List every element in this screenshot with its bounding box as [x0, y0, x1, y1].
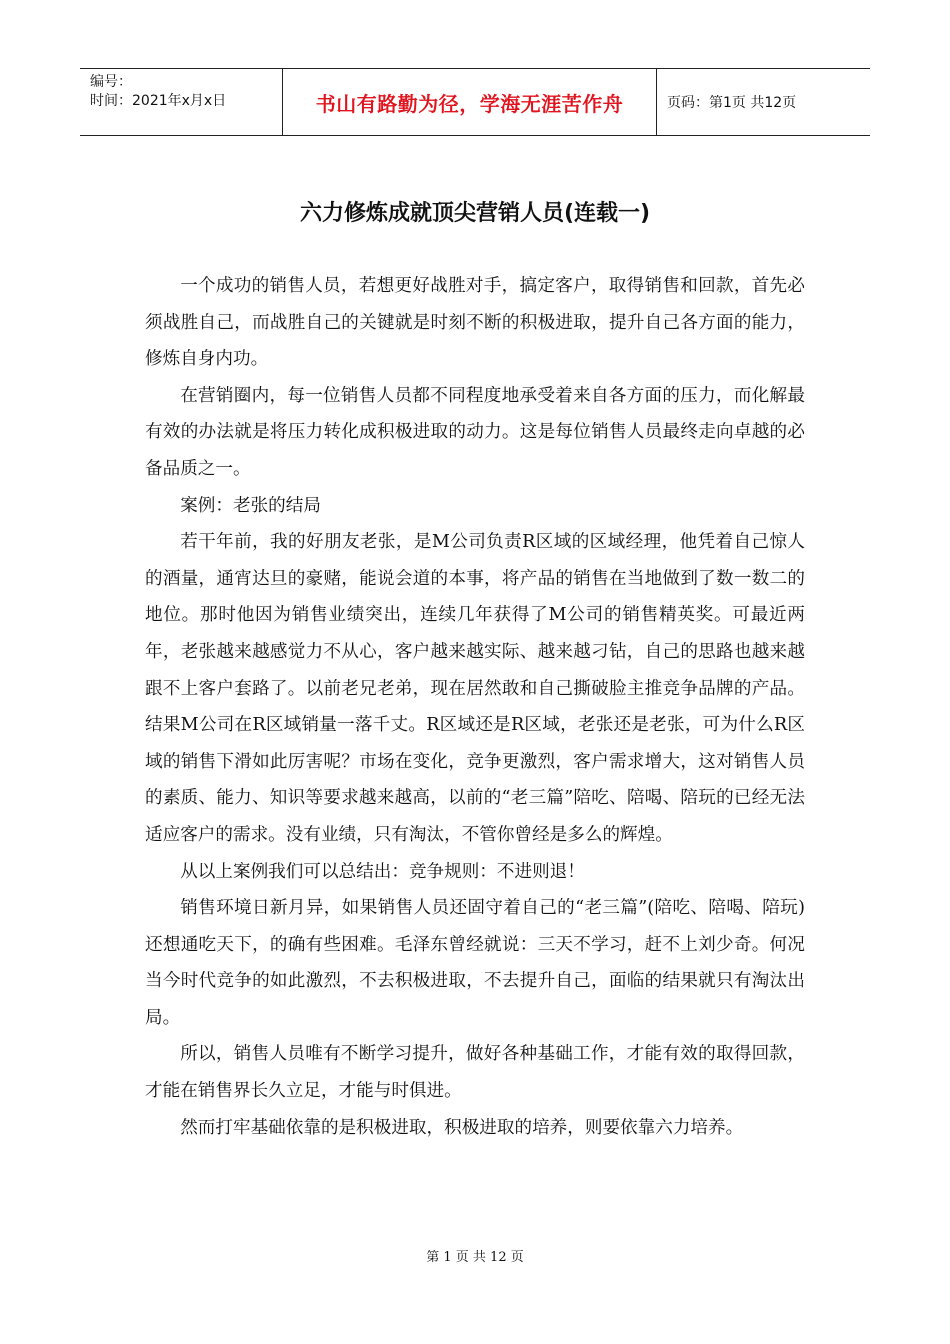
paragraph: 一个成功的销售人员，若想更好战胜对手，搞定客户，取得销售和回款，首先必须战胜自己，而战胜自己的关键就是时刻不断的积极进取，提升自己各方面的能力，修炼自身内功。 [145, 276, 805, 370]
document-title: 六力修炼成就顶尖营销人员(连载一) [299, 201, 651, 226]
case-heading: 案例：老张的结局 [180, 495, 321, 516]
header-motto: 书山有路勤为径，学海无涯苦作舟 [282, 69, 657, 135]
paragraph: 从以上案例我们可以总结出：竞争规则：不进则退！ [180, 861, 585, 882]
document-number-label: 编号： [90, 74, 132, 90]
page-header [80, 68, 870, 136]
header-page-info: 页码：第1页 共12页 [667, 95, 797, 111]
page-footer: 第 1 页 共 12 页 [426, 1250, 524, 1265]
document-body [145, 268, 805, 1146]
paragraph: 然而打牢基础依靠的是积极进取，积极进取的培养，则要依靠六力培养。 [180, 1117, 744, 1138]
header-meta [80, 69, 282, 135]
paragraph: 在营销圈内，每一位销售人员都不同程度地承受着来自各方面的压力，而化解最有效的办法就是将压力转化成积极进取的动力。这是每位销售人员最终走向卓越的必备品质之一。 [145, 385, 805, 479]
document-time-label: 时间：2021年x月x日 [90, 93, 227, 109]
paragraph: 销售环境日新月异，如果销售人员还固守着自己的“老三篇”(陪吃、陪喝、陪玩)还想通吃天下，的确有些困难。毛泽东曾经就说：三天不学习，赶不上刘少奇。何况当今时代竞争的如此激烈，不去积极进取，不去提升自己，面临的结果就只有淘汰出局。 [145, 898, 805, 1028]
paragraph: 所以，销售人员唯有不断学习提升，做好各种基础工作，才能有效的取得回款，才能在销售界长久立足，才能与时俱进。 [145, 1044, 805, 1102]
paragraph: 若干年前，我的好朋友老张，是M公司负责R区域的区域经理，他凭着自己惊人的酒量，通宵达旦的豪赌，能说会道的本事，将产品的销售在当地做到了数一数二的地位。那时他因为销售业绩突出，连续几年获得了M公司的销售精英奖。可最近两年，老张越来越感觉力不从心，客户越来越实际、越来越刁钻，自己的思路也越来越跟不上客户套路了。以前老兄老弟，现在居然敢和自己撕破脸主推竞争品牌的产品。结果M公司在R区域销量一落千丈。R区域还是R区域，老张还是老张，可为什么R区域的销售下滑如此厉害呢？市场在变化，竞争更激烈，客户需求增大，这对销售人员的素质、能力、知识等要求越来越高，以前的“老三篇”陪吃、陪喝、陪玩的已经无法适应客户的需求。没有业绩，只有淘汰，不管你曾经是多么的辉煌。 [145, 532, 805, 845]
